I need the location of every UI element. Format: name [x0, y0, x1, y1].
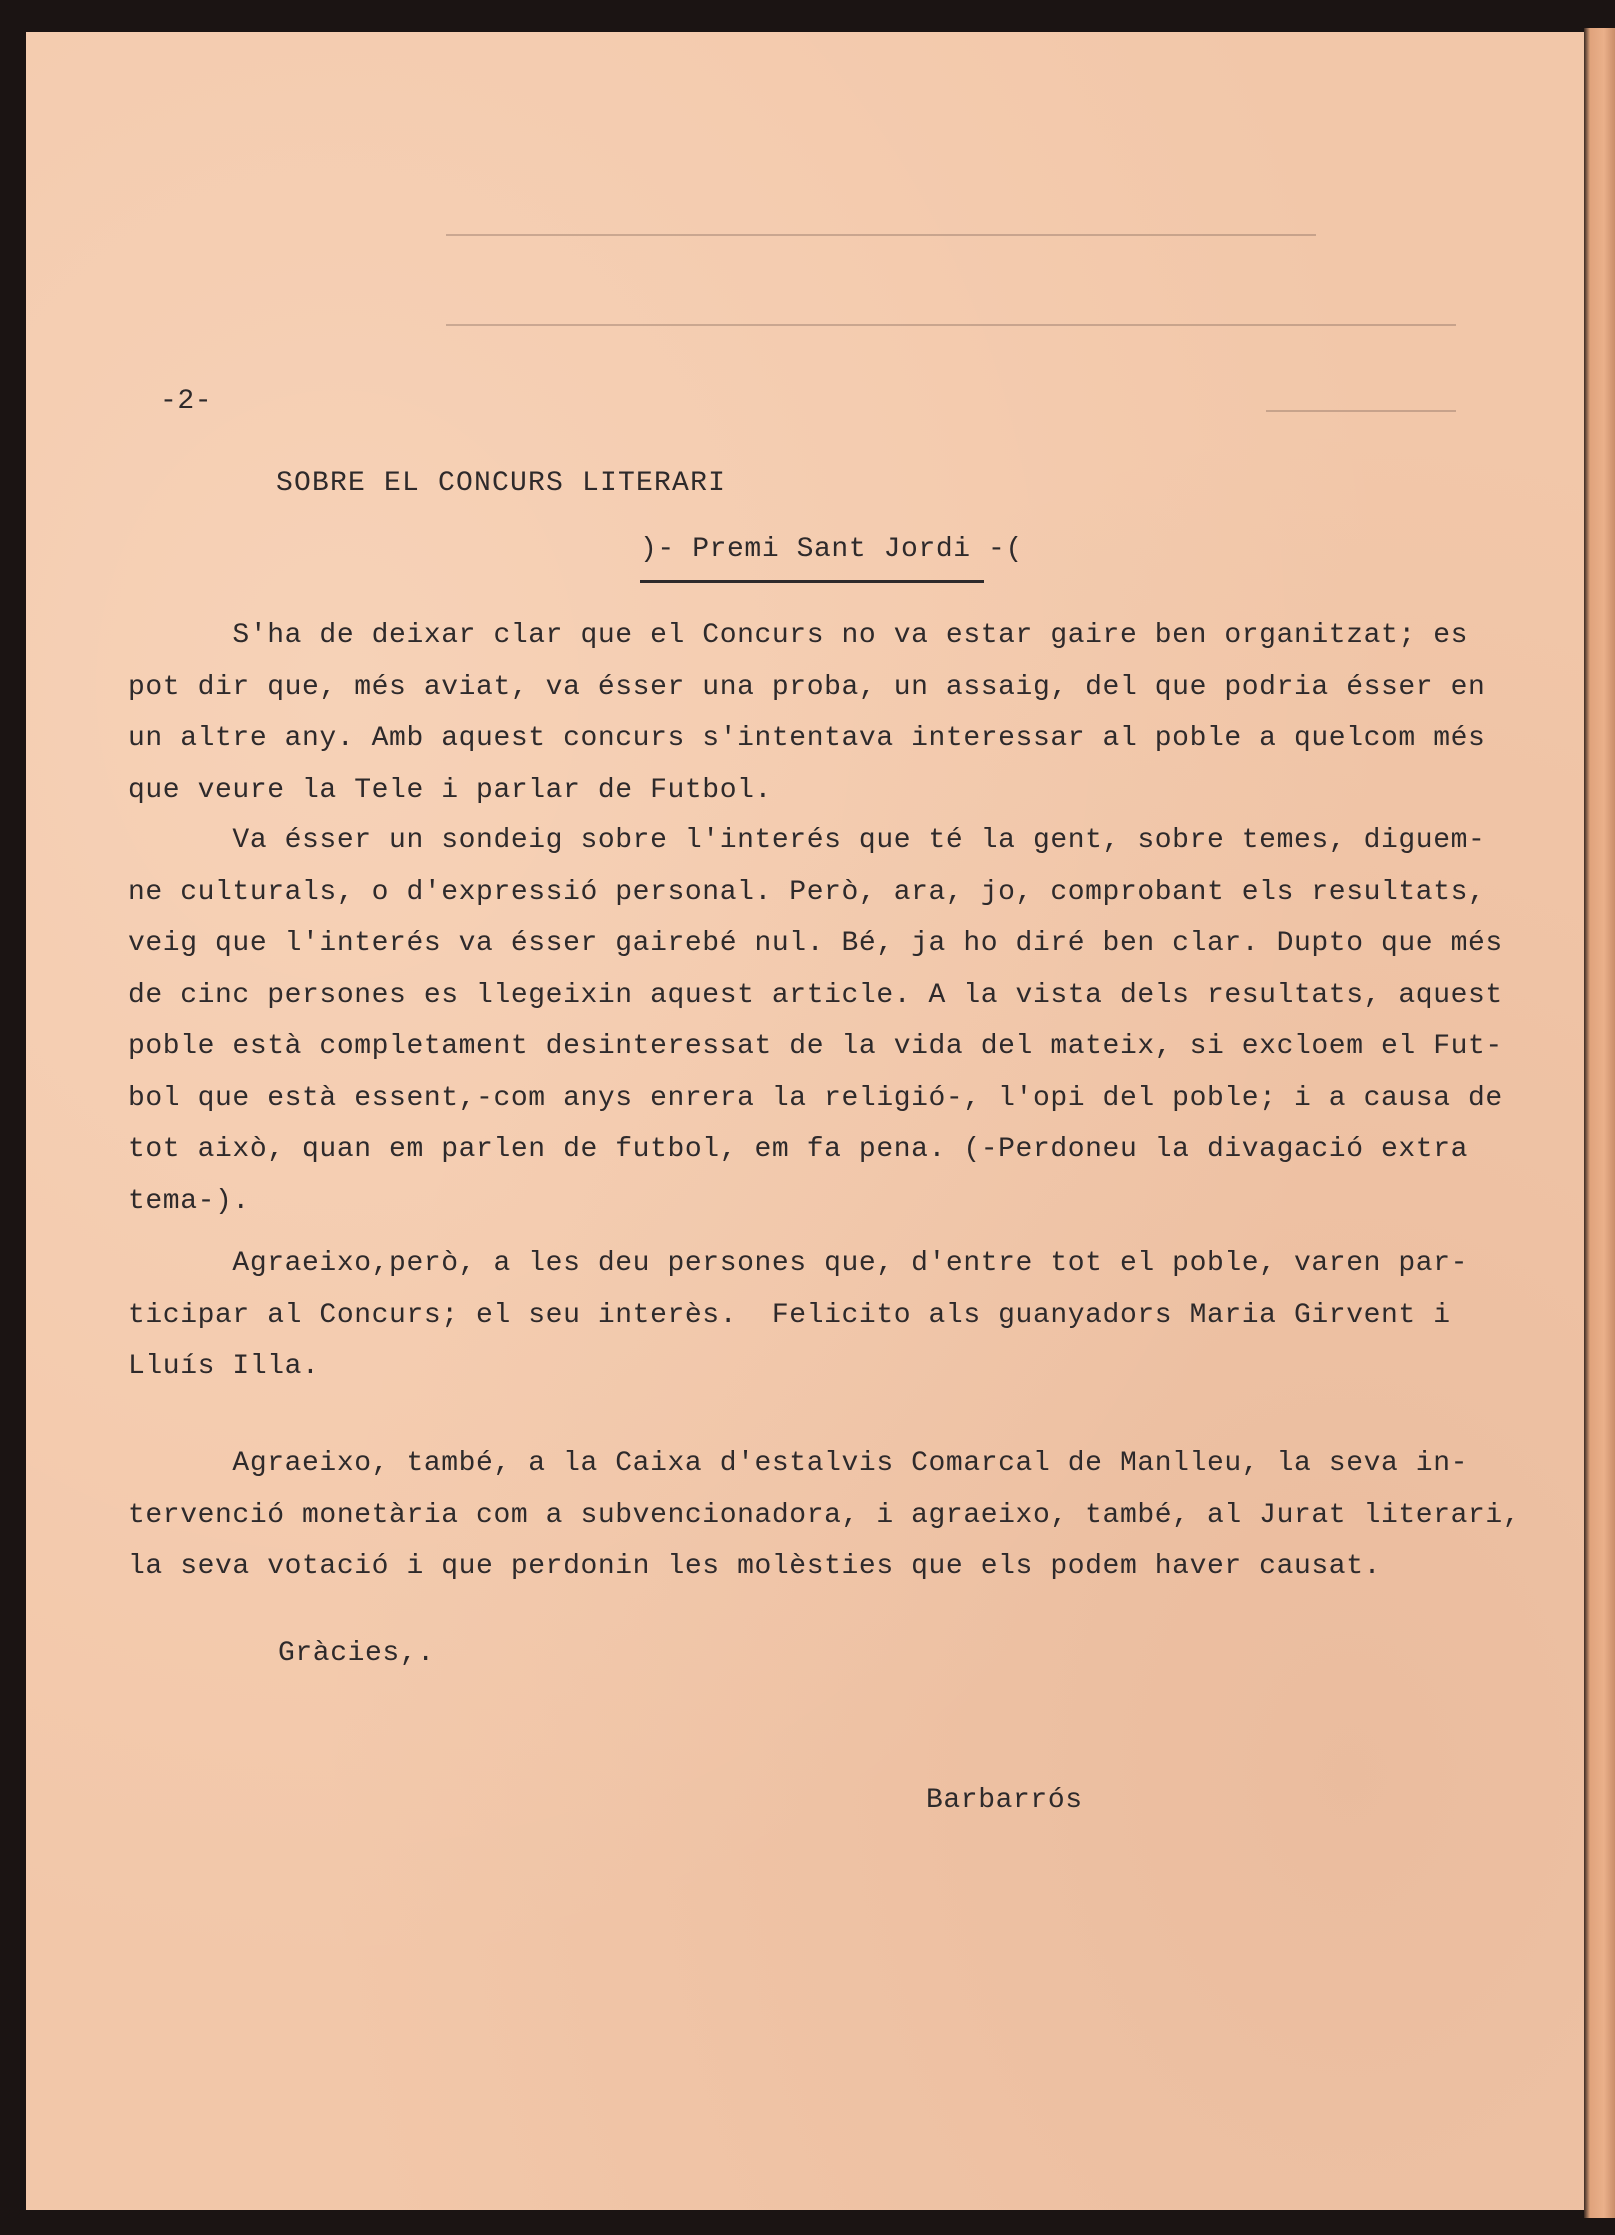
paragraph-line: S'ha de deixar clar que el Concurs no va estar gaire ben organitzat; es: [128, 620, 1469, 651]
article-title: SOBRE EL CONCURS LITERARI: [276, 468, 727, 499]
paragraph-3: [128, 1238, 1469, 1393]
paragraph-line: la seva votació i que perdonin les molèsties que els podem haver causat.: [128, 1551, 1381, 1582]
bleed-through-line: [446, 324, 1456, 326]
paragraph-line: de cinc persones es llegeixin aquest article. A la vista dels resultats, aquest: [128, 979, 1503, 1011]
paragraph-line: pot dir que, més aviat, va ésser una proba, un assaig, del que podria ésser en: [128, 671, 1486, 703]
paragraph-1: [128, 610, 1486, 816]
paragraph-line: Lluís Illa.: [128, 1351, 320, 1382]
paragraph-line: que veure la Tele i parlar de Futbol.: [128, 774, 772, 806]
paragraph-line: bol que està essent,-com anys enrera la religió-, l'opi del poble; i a causa de: [128, 1082, 1503, 1114]
subtitle-underline: [640, 580, 984, 583]
paragraph-line: tervenció monetària com a subvencionadora, i agraeixo, també, al Jurat literari,: [128, 1499, 1521, 1531]
bleed-through-line: [446, 234, 1316, 236]
paragraph-line: Agraeixo,però, a les deu persones que, d'entre tot el poble, varen par-: [128, 1248, 1469, 1279]
paragraph-line: Va ésser un sondeig sobre l'interés que té la gent, sobre temes, diguem-: [128, 825, 1486, 856]
paragraph-line: tot això, quan em parlen de futbol, em fa pena. (-Perdoneu la divagació extra: [128, 1134, 1469, 1165]
article-subtitle: )- Premi Sant Jordi -(: [640, 534, 1023, 565]
adjacent-page-edge: [1584, 28, 1615, 2218]
paragraph-4: [128, 1438, 1521, 1593]
bleed-through-line: [1266, 410, 1456, 412]
paragraph-line: ticipar al Concurs; el seu interès. Felicito als guanyadors Maria Girvent i: [128, 1299, 1451, 1331]
paragraph-line: Agraeixo, també, a la Caixa d'estalvis Comarcal de Manlleu, la seva in-: [128, 1448, 1469, 1479]
paragraph-line: ne culturals, o d'expressió personal. Però, ara, jo, comprobant els resultats,: [128, 876, 1486, 908]
paragraph-line: tema-).: [128, 1185, 250, 1217]
closing-thanks: Gràcies,.: [278, 1638, 435, 1669]
paragraph-line: poble està completament desinteressat de la vida del mateix, si excloem el Fut-: [128, 1031, 1503, 1062]
page-number: -2-: [160, 386, 213, 417]
paragraph-line: veig que l'interés va ésser gairebé nul. Bé, ja ho diré ben clar. Dupto que més: [128, 928, 1503, 959]
paragraph-line: un altre any. Amb aquest concurs s'intentava interessar al poble a quelcom més: [128, 723, 1486, 754]
author-signature: Barbarrós: [926, 1785, 1083, 1816]
paragraph-2: [128, 815, 1503, 1227]
